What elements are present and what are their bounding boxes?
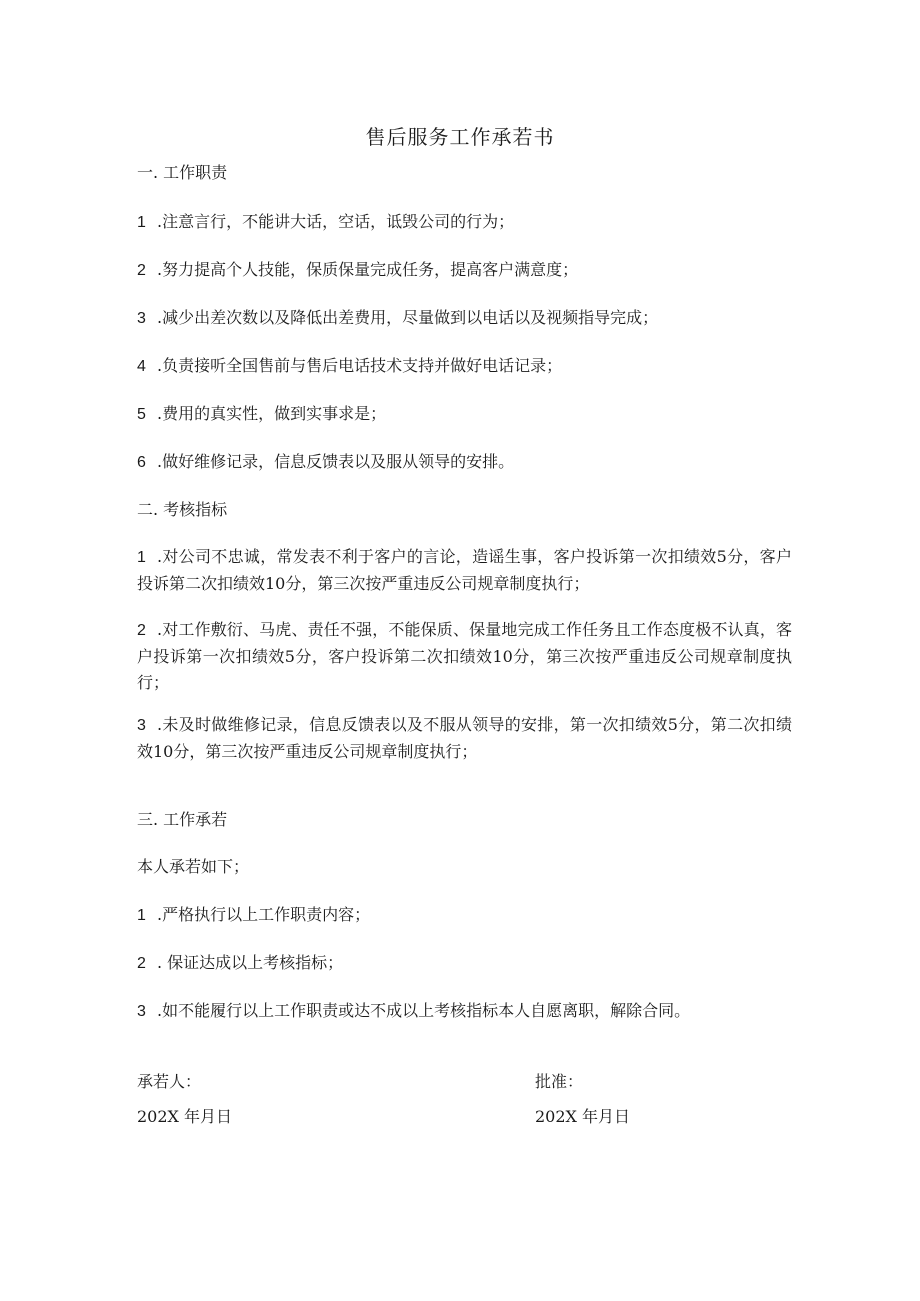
kpi-item	[137, 712, 792, 765]
item-text: .严格执行以上工作职责内容；	[157, 905, 371, 924]
item-number: 1	[137, 214, 146, 231]
duty-item	[137, 209, 792, 236]
promisor-date: 202X 年月日	[137, 1107, 233, 1126]
item-number: 6	[137, 454, 146, 471]
item-number: 4	[137, 358, 146, 375]
item-text: .费用的真实性，做到实事求是；	[157, 404, 387, 423]
item-number: 3	[137, 717, 146, 734]
approval-date: 202X 年月日	[535, 1107, 631, 1126]
duty-item	[137, 257, 792, 284]
section-heading-kpi: 二. 考核指标	[137, 500, 228, 519]
item-text: .努力提高个人技能，保质保量完成任务，提高客户满意度；	[157, 260, 579, 279]
approval-label: 批准：	[535, 1072, 584, 1091]
promisor-label: 承若人：	[137, 1072, 202, 1091]
item-number: 3	[137, 1003, 146, 1020]
item-text: .减少出差次数以及降低出差费用，尽量做到以电话以及视频指导完成；	[157, 308, 659, 327]
kpi-item	[137, 544, 792, 597]
commitment-item	[137, 902, 792, 929]
item-text: .注意言行，不能讲大话，空话，诋毁公司的行为；	[157, 212, 515, 231]
section-heading-commitment: 三. 工作承若	[137, 810, 228, 829]
commitment-intro: 本人承若如下；	[137, 857, 250, 876]
duty-item	[137, 353, 792, 380]
kpi-item	[137, 617, 792, 696]
duty-item	[137, 449, 792, 476]
item-number: 1	[137, 549, 146, 566]
item-text: .如不能履行以上工作职责或达不成以上考核指标本人自愿离职，解除合同。	[157, 1001, 691, 1020]
item-number: 5	[137, 406, 146, 423]
commitment-item	[137, 998, 792, 1025]
item-number: 2	[137, 262, 146, 279]
item-number: 1	[137, 907, 146, 924]
document-title: 售后服务工作承若书	[365, 125, 555, 149]
item-number: 3	[137, 310, 146, 327]
item-number: 2	[137, 955, 146, 972]
commitment-item	[137, 950, 792, 977]
duty-item	[137, 305, 792, 332]
item-text: .未及时做维修记录，信息反馈表以及不服从领导的安排，第一次扣绩效5分，第二次扣绩效10分，第三次按严重违反公司规章制度执行；	[137, 715, 792, 761]
duty-item	[137, 401, 792, 428]
item-text: .做好维修记录，信息反馈表以及服从领导的安排。	[157, 452, 515, 471]
item-text: .负责接听全国售前与售后电话技术支持并做好电话记录；	[157, 356, 563, 375]
item-text: .对工作敷衍、马虎、责任不强，不能保质、保量地完成工作任务且工作态度极不认真，客户投诉第一次扣绩效5分，客户投诉第二次扣绩效10分，第三次按严重违反公司规章制度执行；	[137, 620, 792, 692]
item-text: . 保证达成以上考核指标；	[157, 953, 344, 972]
section-heading-duties: 一. 工作职责	[137, 163, 228, 182]
item-number: 2	[137, 622, 146, 639]
item-text: .对公司不忠诚，常发表不利于客户的言论，造谣生事，客户投诉第一次扣绩效5分，客户投诉第二次扣绩效10分，第三次按严重违反公司规章制度执行；	[137, 547, 792, 593]
